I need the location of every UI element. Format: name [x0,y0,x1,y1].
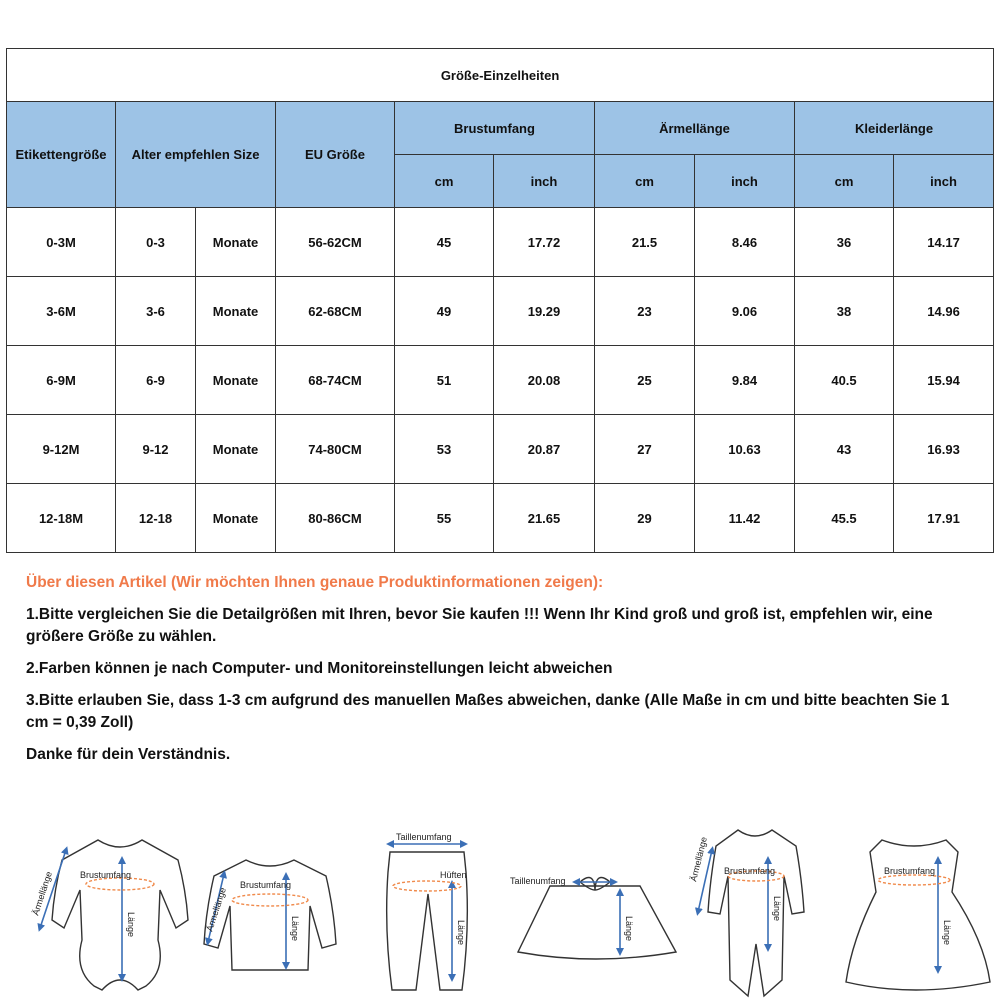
shirt-illustration [204,860,336,970]
table-row [7,346,994,415]
fig1-chest-label: Brustumfang [80,870,132,880]
cell-chest-cm: 45 [395,208,494,277]
header-chest-cm: cm [395,155,494,208]
fig4-length-label: Länge [624,916,634,942]
notes-heading: Über diesen Artikel (Wir möchten Ihnen genaue Produktinformationen zeigen): [26,574,604,591]
product-notes [26,572,976,776]
cell-label: 12-18M [7,484,116,553]
cell-chest-inch: 20.87 [494,415,595,484]
cell-chest-cm: 55 [395,484,494,553]
cell-eu: 80-86CM [276,484,395,553]
cell-age: 9-12 [116,415,196,484]
cell-chest-inch: 21.65 [494,484,595,553]
cell-chest-inch: 17.72 [494,208,595,277]
fig5-chest-label: Brustumfang [724,866,776,876]
header-label-size: Etikettengröße [7,102,116,208]
table-row [7,484,994,553]
cell-age-unit: Monate [196,346,276,415]
note-1: 1.Bitte vergleichen Sie die Detailgrößen mit Ihren, bevor Sie kaufen !!! Wenn Ihr Kind groß und groß ist, empfehlen wir, eine größere Größe zu wählen. [26,606,933,645]
fig3-length-label: Länge [456,920,466,946]
table-row [7,277,994,346]
cell-age-unit: Monate [196,208,276,277]
fig2-chest-label: Brustumfang [240,880,292,890]
cell-dress-cm: 36 [795,208,894,277]
cell-age: 3-6 [116,277,196,346]
fig6-length-label: Länge [942,920,952,946]
cell-sleeve-cm: 21.5 [595,208,695,277]
cell-sleeve-cm: 23 [595,277,695,346]
note-2: 2.Farben können je nach Computer- und Monitoreinstellungen leicht abweichen [26,660,613,677]
fig6-chest-label: Brustumfang [884,866,936,876]
cell-sleeve-cm: 29 [595,484,695,553]
cell-chest-cm: 51 [395,346,494,415]
fig1-sleeve-label: Ärmellänge [30,870,54,917]
cell-age: 6-9 [116,346,196,415]
size-table [6,48,994,553]
measurement-illustrations [0,820,1000,1000]
fig4-waist-label: Taillenumfang [510,876,566,886]
fig2-sleeve-label: Ärmellänge [204,886,228,933]
cell-sleeve-inch: 8.46 [695,208,795,277]
table-row [7,415,994,484]
cell-sleeve-inch: 11.42 [695,484,795,553]
cell-chest-cm: 53 [395,415,494,484]
header-dress-inch: inch [894,155,994,208]
cell-age-unit: Monate [196,277,276,346]
cell-chest-inch: 20.08 [494,346,595,415]
header-sleeve-inch: inch [695,155,795,208]
cell-dress-cm: 43 [795,415,894,484]
header-dress: Kleiderlänge [795,102,994,155]
cell-age-unit: Monate [196,484,276,553]
table-row [7,208,994,277]
fig2-length-label: Länge [290,916,300,942]
fig5-sleeve-label: Ärmellänge [688,835,709,883]
cell-age-unit: Monate [196,415,276,484]
cell-chest-cm: 49 [395,277,494,346]
cell-eu: 68-74CM [276,346,395,415]
cell-label: 6-9M [7,346,116,415]
cell-age: 0-3 [116,208,196,277]
cell-label: 0-3M [7,208,116,277]
cell-dress-inch: 15.94 [894,346,994,415]
header-eu-size: EU Größe [276,102,395,208]
table-title: Größe-Einzelheiten [7,49,994,102]
cell-label: 3-6M [7,277,116,346]
header-sleeve-cm: cm [595,155,695,208]
cell-dress-inch: 17.91 [894,484,994,553]
cell-eu: 56-62CM [276,208,395,277]
fig3-hips-label: Hüften [440,870,467,880]
cell-dress-inch: 14.96 [894,277,994,346]
cell-sleeve-inch: 9.06 [695,277,795,346]
cell-dress-cm: 45.5 [795,484,894,553]
cell-age: 12-18 [116,484,196,553]
header-age: Alter empfehlen Size [116,102,276,208]
cell-chest-inch: 19.29 [494,277,595,346]
cell-sleeve-inch: 9.84 [695,346,795,415]
cell-label: 9-12M [7,415,116,484]
cell-eu: 62-68CM [276,277,395,346]
cell-dress-inch: 16.93 [894,415,994,484]
header-chest-inch: inch [494,155,595,208]
fig5-length-label: Länge [772,896,782,922]
fig3-waist-label: Taillenumfang [396,832,452,842]
cell-sleeve-inch: 10.63 [695,415,795,484]
note-3: 3.Bitte erlauben Sie, dass 1-3 cm aufgrund des manuellen Maßes abweichen, danke (Alle Maße in cm und bitte beachten Sie 1 cm = 0,39 Zoll) [26,692,950,731]
pants-illustration [387,844,468,990]
fig1-length-label: Länge [126,912,136,938]
tutu-skirt-illustration [518,878,676,960]
cell-dress-cm: 40.5 [795,346,894,415]
header-sleeve: Ärmellänge [595,102,795,155]
dress-illustration [846,840,990,990]
cell-sleeve-cm: 25 [595,346,695,415]
cell-sleeve-cm: 27 [595,415,695,484]
bodysuit-illustration [40,840,188,990]
header-dress-cm: cm [795,155,894,208]
cell-dress-inch: 14.17 [894,208,994,277]
romper-illustration [698,830,804,996]
cell-eu: 74-80CM [276,415,395,484]
cell-dress-cm: 38 [795,277,894,346]
note-4: Danke für dein Verständnis. [26,746,231,763]
header-chest: Brustumfang [395,102,595,155]
